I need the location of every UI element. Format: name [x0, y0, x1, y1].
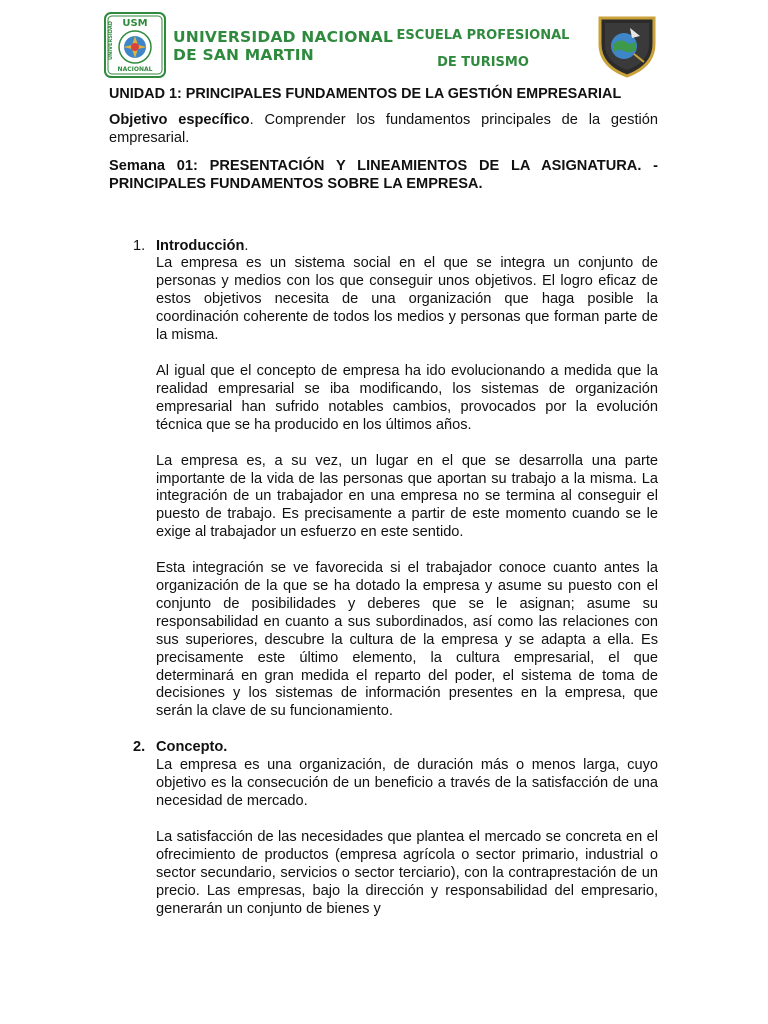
- school-name: [383, 22, 583, 76]
- section-title-suffix: .: [244, 237, 249, 254]
- page-header: [0, 0, 768, 86]
- seal-side-text: UNIVERSIDAD: [108, 21, 114, 60]
- section-heading: [156, 238, 658, 256]
- section-heading: [156, 739, 658, 757]
- seal-top-text: USM: [122, 18, 148, 29]
- paragraph: La empresa es una organización, de duración más o menos larga, cuyo objetivo es la consecución de un beneficio a través de la satisfacción de una necesidad de mercado.: [156, 757, 658, 809]
- university-name-line2: DE SAN MARTIN: [173, 46, 314, 64]
- document-body: [109, 86, 658, 918]
- section-introduction: [109, 238, 658, 722]
- objective-paragraph: [109, 112, 658, 148]
- paragraph: La empresa es, a su vez, un lugar en el que se desarrolla una parte importante de la vida de las personas que aportan su trabajo a la misma. La integración de un trabajador en una empresa no se termina al conseguir el puesto de trabajo. Es precisamente a partir de este momento cuando se le exige al trabajador un esfuerzo en este sentido.: [156, 452, 658, 541]
- section-concept: [109, 739, 658, 918]
- objective-label: Objetivo específico: [109, 111, 250, 128]
- seal-bottom-text: NACIONAL: [117, 66, 153, 73]
- paragraph: La satisfacción de las necesidades que plantea el mercado se concreta en el ofrecimiento de productos (empresa agrícola o sector primario, industrial o sector secundario, servicios o sector terciario), con la contraprestación de un precio. Las empresas, bajo la dirección y responsabilidad del empresario, generarán un conjunto de bienes y: [156, 828, 658, 917]
- university-name: [173, 28, 393, 64]
- unit-title: UNIDAD 1: PRINCIPALES FUNDAMENTOS DE LA GESTIÓN EMPRESARIAL: [109, 86, 622, 102]
- school-name-line1: ESCUELA PROFESIONAL: [396, 28, 570, 43]
- section-title: Concepto.: [156, 739, 228, 756]
- section-number: 2.: [133, 739, 146, 756]
- paragraph: Al igual que el concepto de empresa ha ido evolucionando a medida que la realidad empresarial se iba modificando, los sistemas de organización empresarial han sufrido notables cambios, provocados por la evolución técnica que se ha producido en los últimos años.: [156, 362, 658, 433]
- objective-text: . Comprender los fundamentos principales de la gestión empresarial.: [109, 111, 658, 146]
- paragraph: Esta integración se ve favorecida si el trabajador conoce cuanto antes la organización de la que se ha dotado la empresa y asume su puesto con el conjunto de posibilidades y deberes que se le asignan; asume su responsabilidad en cuanto a sus subordinados, así como las relaciones con sus superiores, descubre la cultura de la empresa y se adapta a ella. Es precisamente este último elemento, la cultura empresarial, el que determinará en gran medida el reparto del poder, el sistema de toma de decisiones y los sistemas de información presentes en la empresa, que serán la clave de su funcionamiento.: [156, 560, 658, 720]
- week-title: Semana 01: PRESENTACIÓN Y LINEAMIENTOS DE LA ASIGNATURA. - PRINCIPALES FUNDAMENTOS SOBRE LA EMPRESA.: [109, 157, 658, 192]
- paragraph: La empresa es un sistema social en el que se integra un conjunto de personas y medios con los que conseguir unos objetivos. El logro eficaz de estos objetivos necesita de una organización que haga posible la coordinación coherente de todos los medios y personas que forman parte de la misma.: [156, 255, 658, 344]
- section-title: Introducción: [156, 237, 245, 254]
- school-name-line2: DE TURISMO: [437, 55, 529, 70]
- usm-seal-logo: [104, 12, 166, 78]
- university-name-line1: UNIVERSIDAD NACIONAL: [173, 28, 394, 46]
- tourism-shield-logo: [594, 14, 660, 78]
- section-number: 1.: [133, 237, 146, 254]
